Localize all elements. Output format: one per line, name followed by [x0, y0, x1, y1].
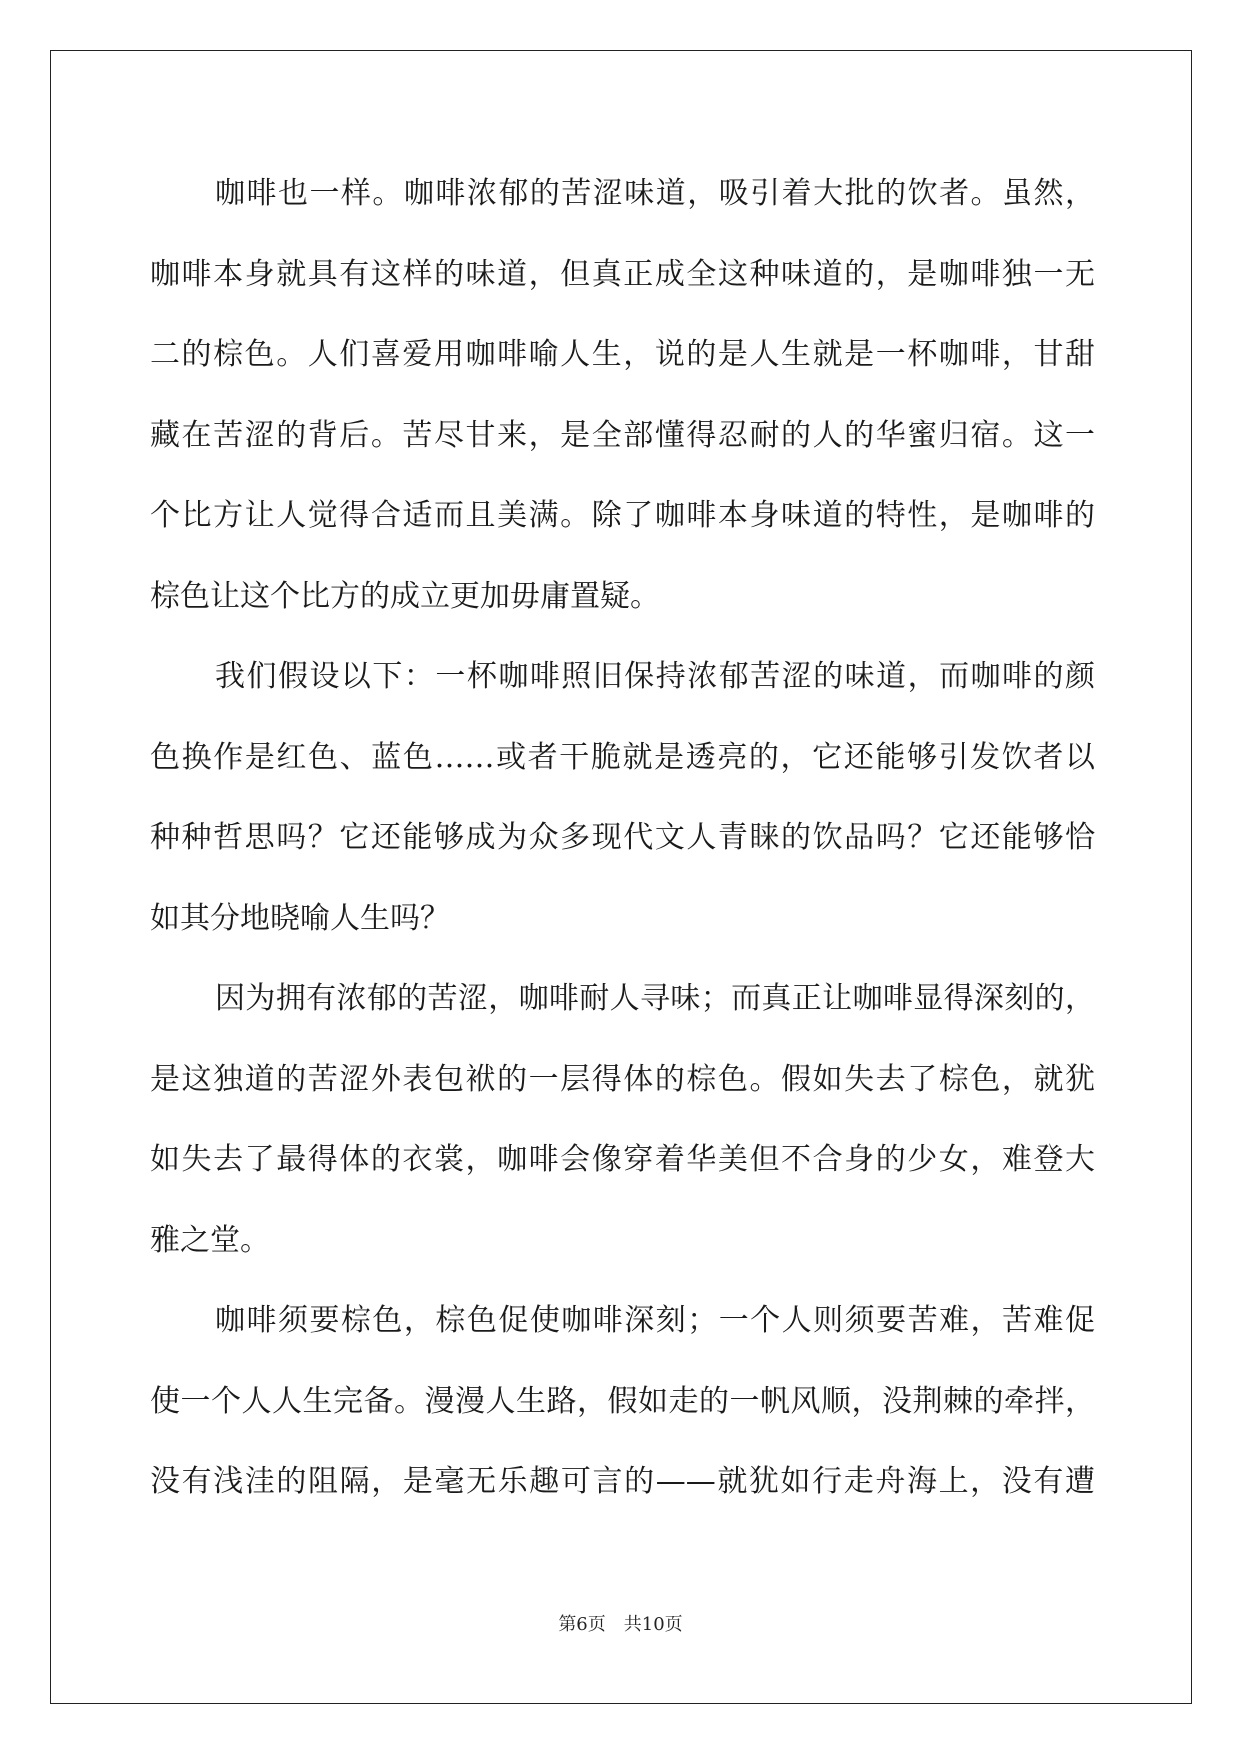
page-footer [0, 1610, 1241, 1636]
page-number: 第6页 [558, 1614, 606, 1635]
text-line: 咖啡须要棕色，棕色促使咖啡深刻；一个人则须要苦难，苦难促 [215, 1303, 1095, 1338]
text-line: 棕色让这个比方的成立更加毋庸置疑。 [150, 578, 660, 614]
text-line: 没有浅洼的阻隔，是毫无乐趣可言的——就犹如行走舟海上，没有遭 [150, 1464, 1095, 1499]
document-body [150, 154, 1095, 1523]
text-line: 咖啡也一样。咖啡浓郁的苦涩味道，吸引着大批的饮者。虽然， [215, 176, 1095, 211]
text-line: 因为拥有浓郁的苦涩，咖啡耐人寻味；而真正让咖啡显得深刻的， [215, 981, 1095, 1016]
text-line: 二的棕色。人们喜爱用咖啡喻人生，说的是人生就是一杯咖啡，甘甜 [150, 337, 1095, 372]
page-total: 共10页 [623, 1614, 683, 1635]
text-line: 种种哲思吗？它还能够成为众多现代文人青睐的饮品吗？它还能够恰 [150, 820, 1095, 855]
text-line: 色换作是红色、蓝色……或者干脆就是透亮的，它还能够引发饮者以 [150, 739, 1095, 775]
text-line: 使一个人人生完备。漫漫人生路，假如走的一帆风顺，没荆棘的牵拌， [150, 1383, 1095, 1419]
text-line: 藏在苦涩的背后。苦尽甘来，是全部懂得忍耐的人的华蜜归宿。这一 [150, 417, 1095, 453]
text-line: 我们假设以下：一杯咖啡照旧保持浓郁苦涩的味道，而咖啡的颜 [215, 659, 1095, 694]
text-line: 如失去了最得体的衣裳，咖啡会像穿着华美但不合身的少女，难登大 [150, 1142, 1095, 1177]
text-line: 雅之堂。 [150, 1222, 270, 1258]
text-line: 是这独道的苦涩外表包袱的一层得体的棕色。假如失去了棕色，就犹 [150, 1061, 1095, 1097]
text-line: 个比方让人觉得合适而且美满。除了咖啡本身味道的特性，是咖啡的 [150, 498, 1095, 533]
text-line: 咖啡本身就具有这样的味道，但真正成全这种味道的，是咖啡独一无 [150, 256, 1095, 292]
text-line: 如其分地晓喻人生吗？ [150, 900, 450, 936]
